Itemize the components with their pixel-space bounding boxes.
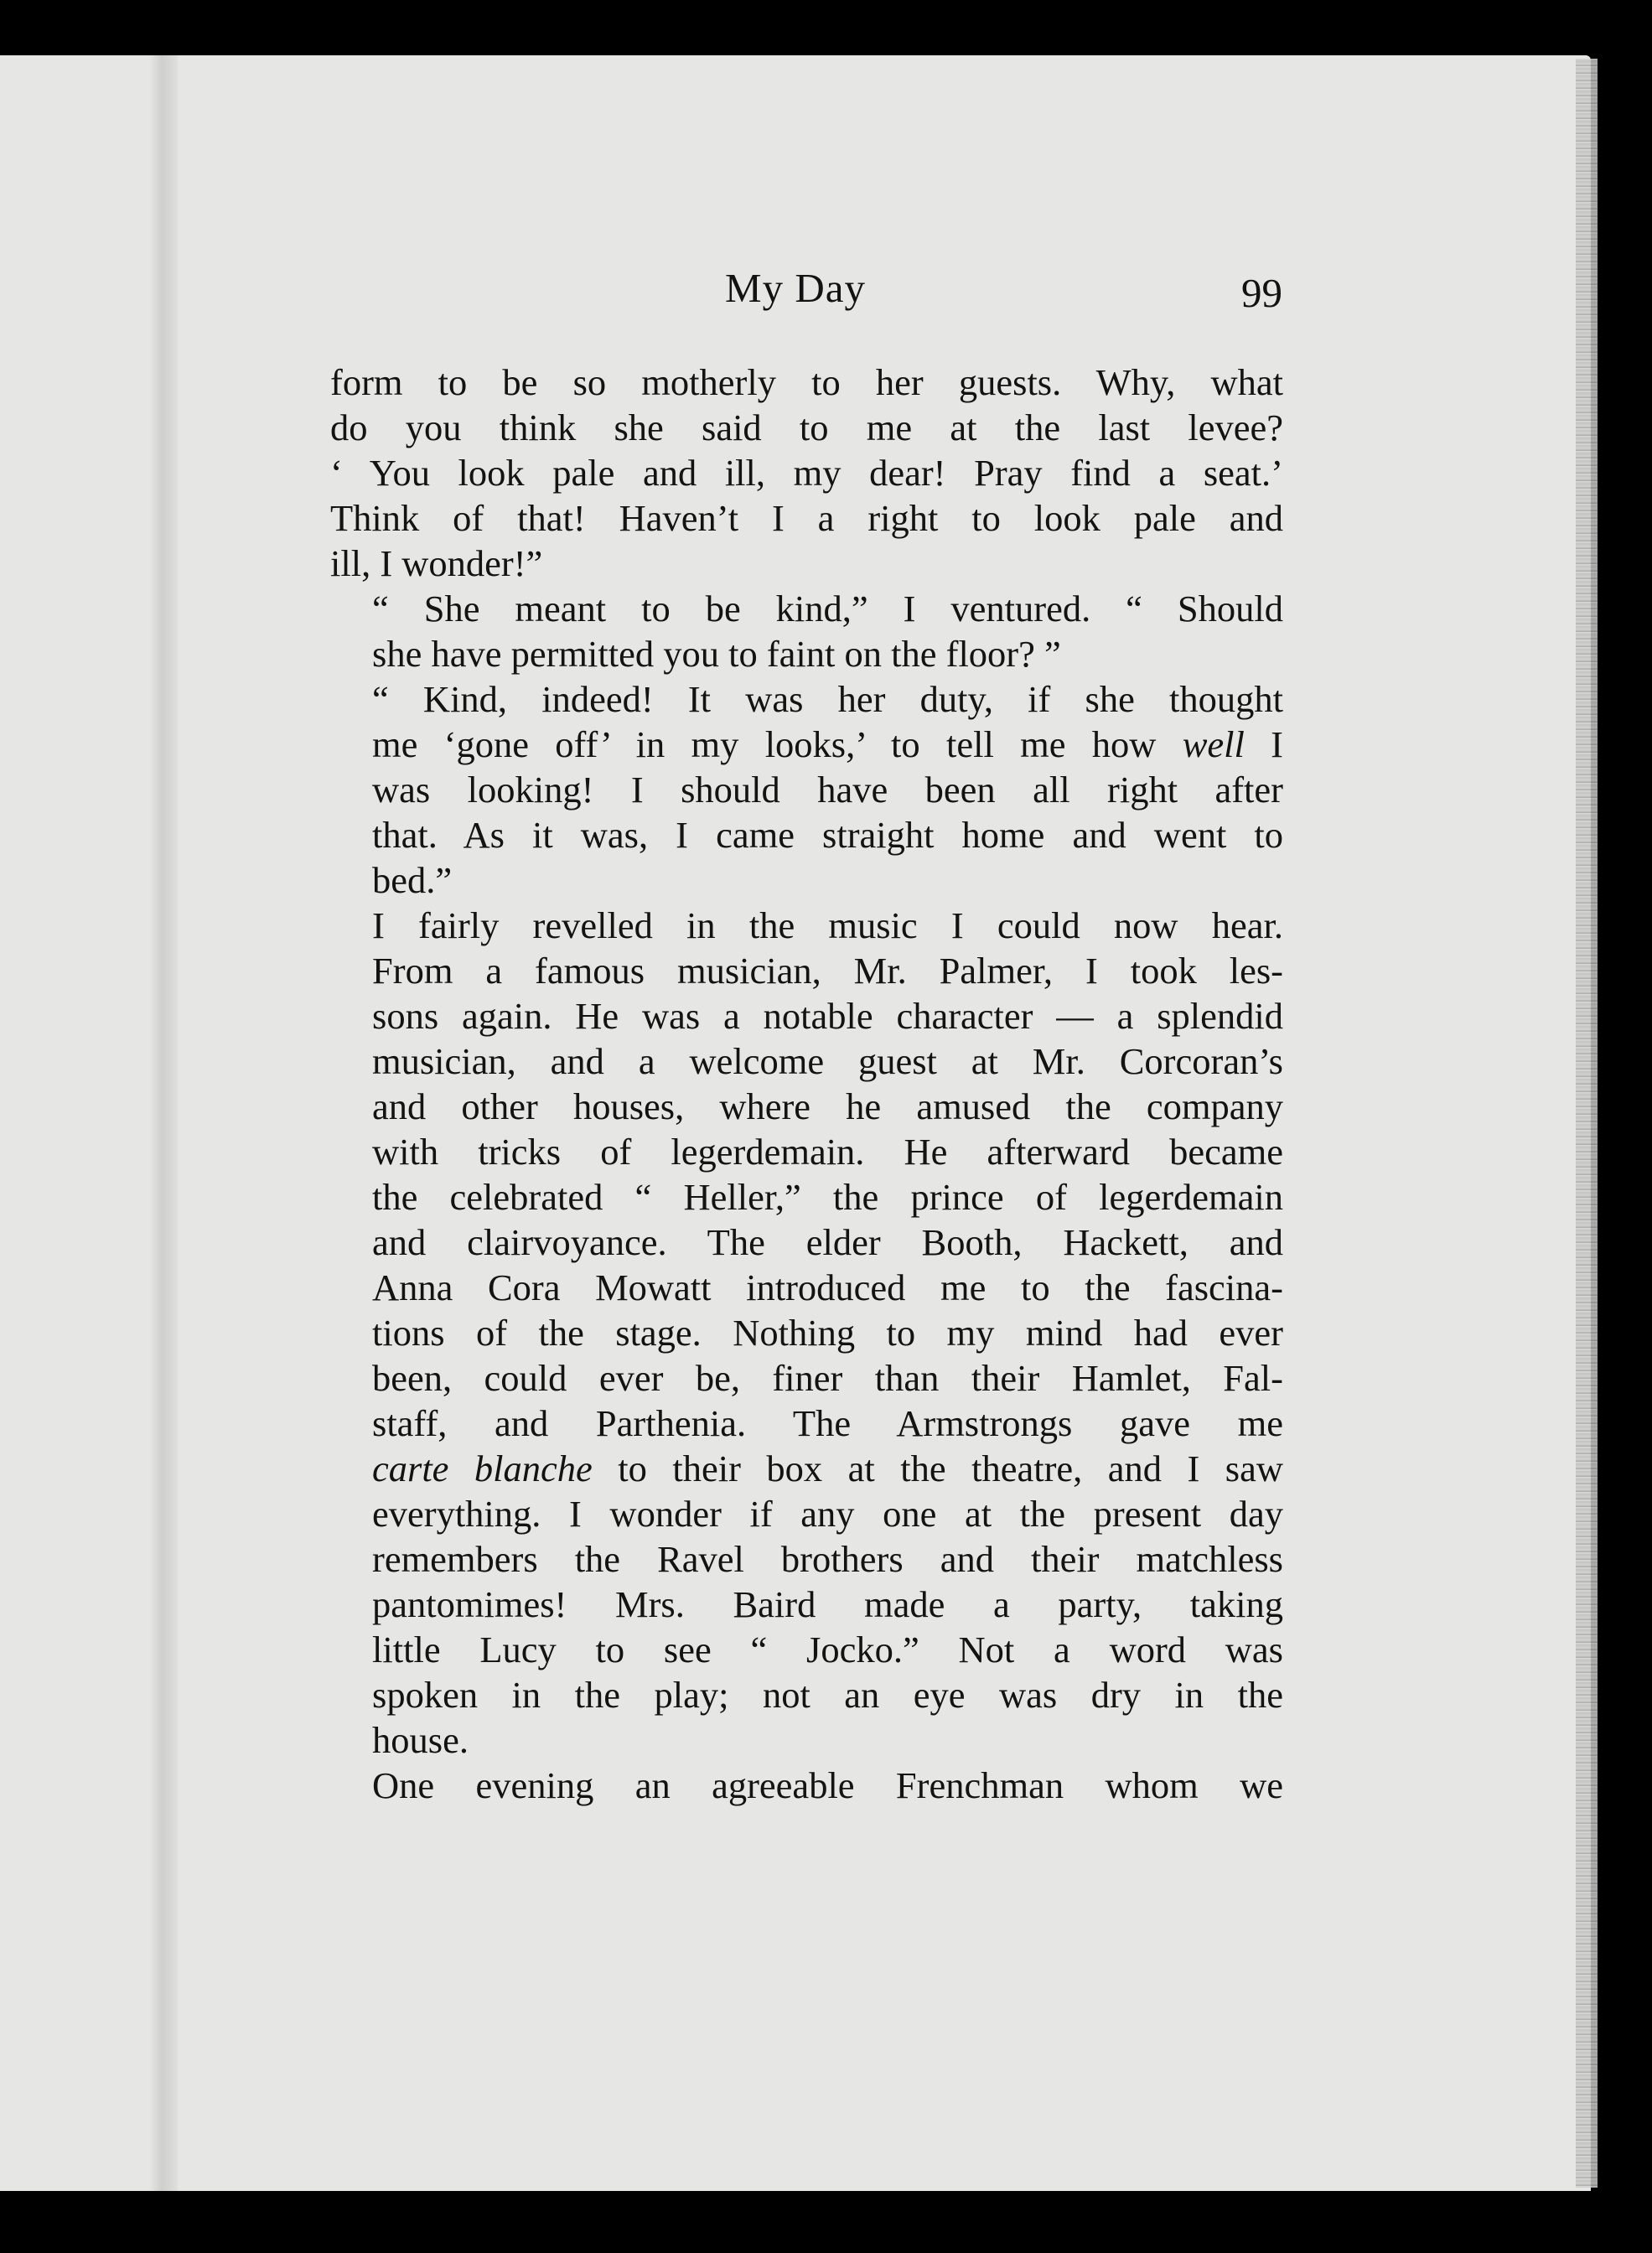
text-line: Think of that! Haven’t I a right to look pale and	[330, 497, 1283, 539]
italic-emphasis: carte blanche	[372, 1448, 593, 1489]
text-line: form to be so motherly to her guests. Why, what	[330, 361, 1283, 403]
text-line: “ Kind, indeed! It was her duty, if she thought	[372, 678, 1283, 720]
running-title: My Day	[725, 265, 866, 311]
text-line: was looking! I should have been all right after	[372, 769, 1283, 811]
body-text	[330, 360, 1283, 1808]
text-line: staff, and Parthenia. The Armstrongs gave me	[372, 1402, 1283, 1444]
page-header	[327, 264, 1282, 331]
paragraph	[330, 1763, 1283, 1808]
text-line: and other houses, where he amused the company	[372, 1085, 1283, 1127]
paragraph	[330, 360, 1283, 586]
text-line: house.	[372, 1719, 469, 1761]
text-line: From a famous musician, Mr. Palmer, I took les-	[372, 950, 1283, 992]
text-line: been, could ever be, finer than their Hamlet, Fal-	[372, 1357, 1283, 1399]
text-line: the celebrated “ Heller,” the prince of legerdemain	[372, 1176, 1283, 1218]
text-line: Anna Cora Mowatt introduced me to the fascina-	[372, 1266, 1283, 1308]
text-line: and clairvoyance. The elder Booth, Hackett, and	[372, 1221, 1283, 1263]
text-line	[330, 1446, 1283, 1491]
page-number: 99	[1241, 270, 1282, 316]
text-line	[330, 722, 1283, 767]
text-line: I fairly revelled in the music I could now hear.	[372, 904, 1283, 946]
text-line: spoken in the play; not an eye was dry in the	[372, 1674, 1283, 1716]
text-line: “ She meant to be kind,” I ventured. “ Should	[372, 588, 1283, 629]
text-line: little Lucy to see “ Jocko.” Not a word was	[372, 1629, 1283, 1670]
text-run: to their box at the theatre, and I saw	[592, 1448, 1283, 1489]
text-line: do you think she said to me at the last levee?	[330, 407, 1283, 448]
text-line: ill, I wonder!”	[330, 542, 543, 584]
text-line: bed.”	[372, 859, 453, 901]
text-line: musician, and a welcome guest at Mr. Corcoran’s	[372, 1040, 1283, 1082]
paragraph	[330, 586, 1283, 676]
paragraph	[330, 676, 1283, 903]
text-run: me ‘gone off’ in my looks,’ to tell me how	[372, 723, 1183, 765]
text-line: that. As it was, I came straight home and went to	[372, 814, 1283, 856]
text-line: tions of the stage. Nothing to my mind had ever	[372, 1312, 1283, 1354]
text-line: ‘ You look pale and ill, my dear! Pray find a seat.’	[330, 452, 1283, 494]
text-line: she have permitted you to faint on the floor? ”	[372, 633, 1061, 675]
text-run: I	[1244, 723, 1283, 765]
text-line: with tricks of legerdemain. He afterward became	[372, 1131, 1283, 1173]
page-stack-edge	[1576, 59, 1598, 2188]
text-line: remembers the Ravel brothers and their matchless	[372, 1538, 1283, 1580]
italic-emphasis: well	[1182, 723, 1245, 765]
paragraph	[330, 903, 1283, 1763]
page-gutter-shadow	[149, 55, 178, 2191]
text-line: everything. I wonder if any one at the present day	[372, 1493, 1283, 1535]
text-line: sons again. He was a notable character — a splendid	[372, 995, 1283, 1037]
text-line: pantomimes! Mrs. Baird made a party, taking	[372, 1583, 1283, 1625]
text-line: One evening an agreeable Frenchman whom we	[372, 1764, 1283, 1806]
